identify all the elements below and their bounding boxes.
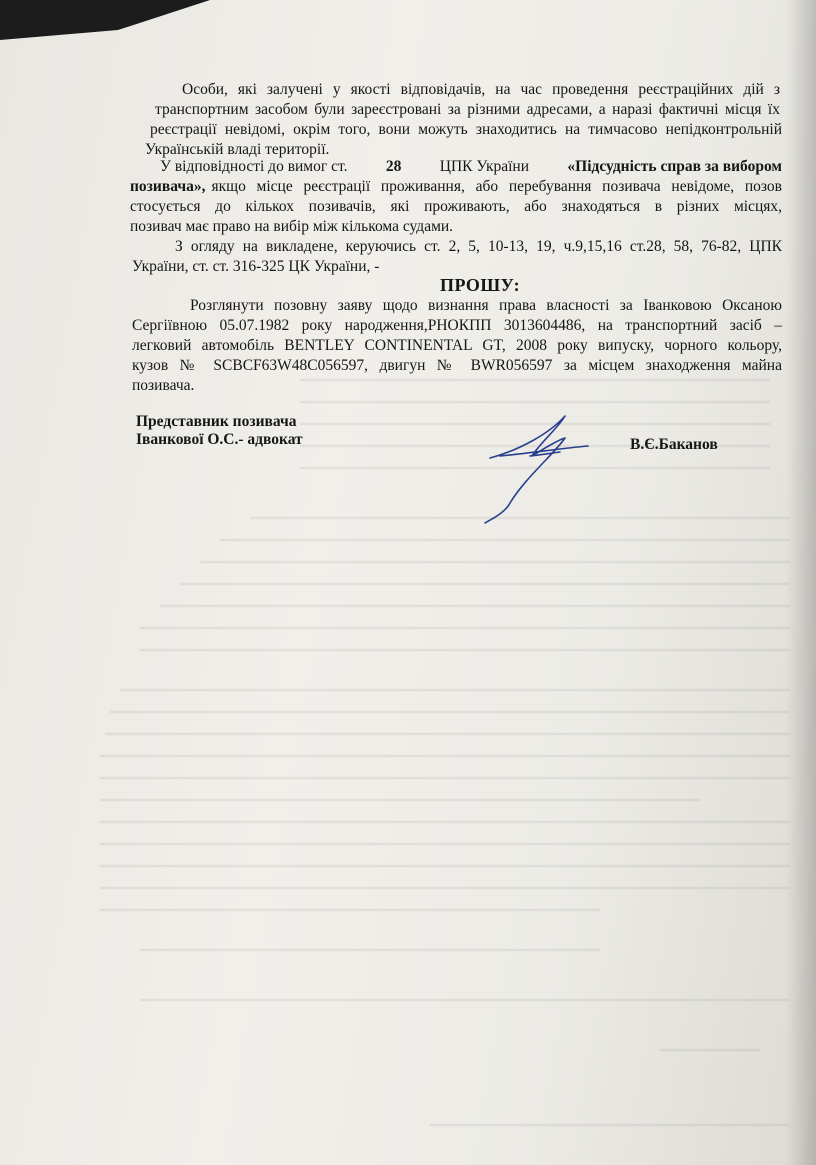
paragraph-1-line-2: транспортним засобом були зареєстровані за різними адресами, а наразі фактичні місця їх: [155, 101, 780, 118]
signatory-role-line-2: Іванкової О.С.- адвокат: [136, 431, 303, 448]
paragraph-2-line-2: [130, 177, 782, 197]
paragraph-1-line-4: Українській владі території.: [145, 141, 330, 158]
p2-text-line2: якщо місце реєстрації проживання, або перебування позивача невідоме, позов: [211, 178, 782, 195]
p2-article-title-end: позивача»,: [130, 178, 206, 195]
p2-article-number: 28: [385, 158, 402, 175]
paragraph-4-line-4: кузов № SCBCF63W48C056597, двигун № BWR056597 за місцем знаходження майна: [132, 357, 782, 374]
paragraph-2-line-1: [160, 157, 782, 177]
paragraph-2-line-3: стосується до кількох позивачів, які проживають, або знаходяться в різних місцях,: [130, 198, 782, 215]
paragraph-4-line-2: Сергіївною 05.07.1982 року народження,РНОКПП 3013604486, на транспортний засіб –: [132, 317, 782, 334]
paragraph-4-line-5: позивача.: [132, 377, 195, 394]
paragraph-1-line-1: Особи, які залучені у якості відповідачів, на час проведення реєстраційних дій з: [182, 81, 780, 98]
paragraph-4-line-1: Розглянути позовну заяву щодо визнання права власності за Іванковою Оксаною: [190, 297, 782, 314]
signatory-name: В.Є.Баканов: [630, 436, 718, 453]
p2-text-a: У відповідності до вимог ст.: [160, 158, 348, 175]
handwritten-signature: [470, 408, 620, 528]
page-edge-shadow: [786, 0, 816, 1165]
request-heading: ПРОШУ:: [440, 275, 521, 295]
p2-article-title: «Підсудність справ за вибором: [567, 158, 782, 175]
paragraph-3-line-2: України, ст. ст. 316-325 ЦК України, -: [132, 258, 380, 275]
signatory-role-line-1: Представник позивача: [136, 413, 297, 430]
p2-text-c: ЦПК України: [439, 158, 530, 175]
paragraph-4-line-3: легковий автомобіль BENTLEY CONTINENTAL GT, 2008 року випуску, чорного кольору,: [132, 337, 782, 354]
paragraph-3-line-1: З огляду на викладене, керуючись ст. 2, 5, 10-13, 19, ч.9,15,16 ст.28, 58, 76-82, ЦПК: [175, 238, 782, 255]
paragraph-2-line-4: позивач має право на вибір між кількома судами.: [130, 218, 454, 235]
paragraph-1-line-3: реєстрації невідомі, окрім того, вони можуть знаходитись на тимчасово непідконтрольній: [150, 121, 782, 138]
